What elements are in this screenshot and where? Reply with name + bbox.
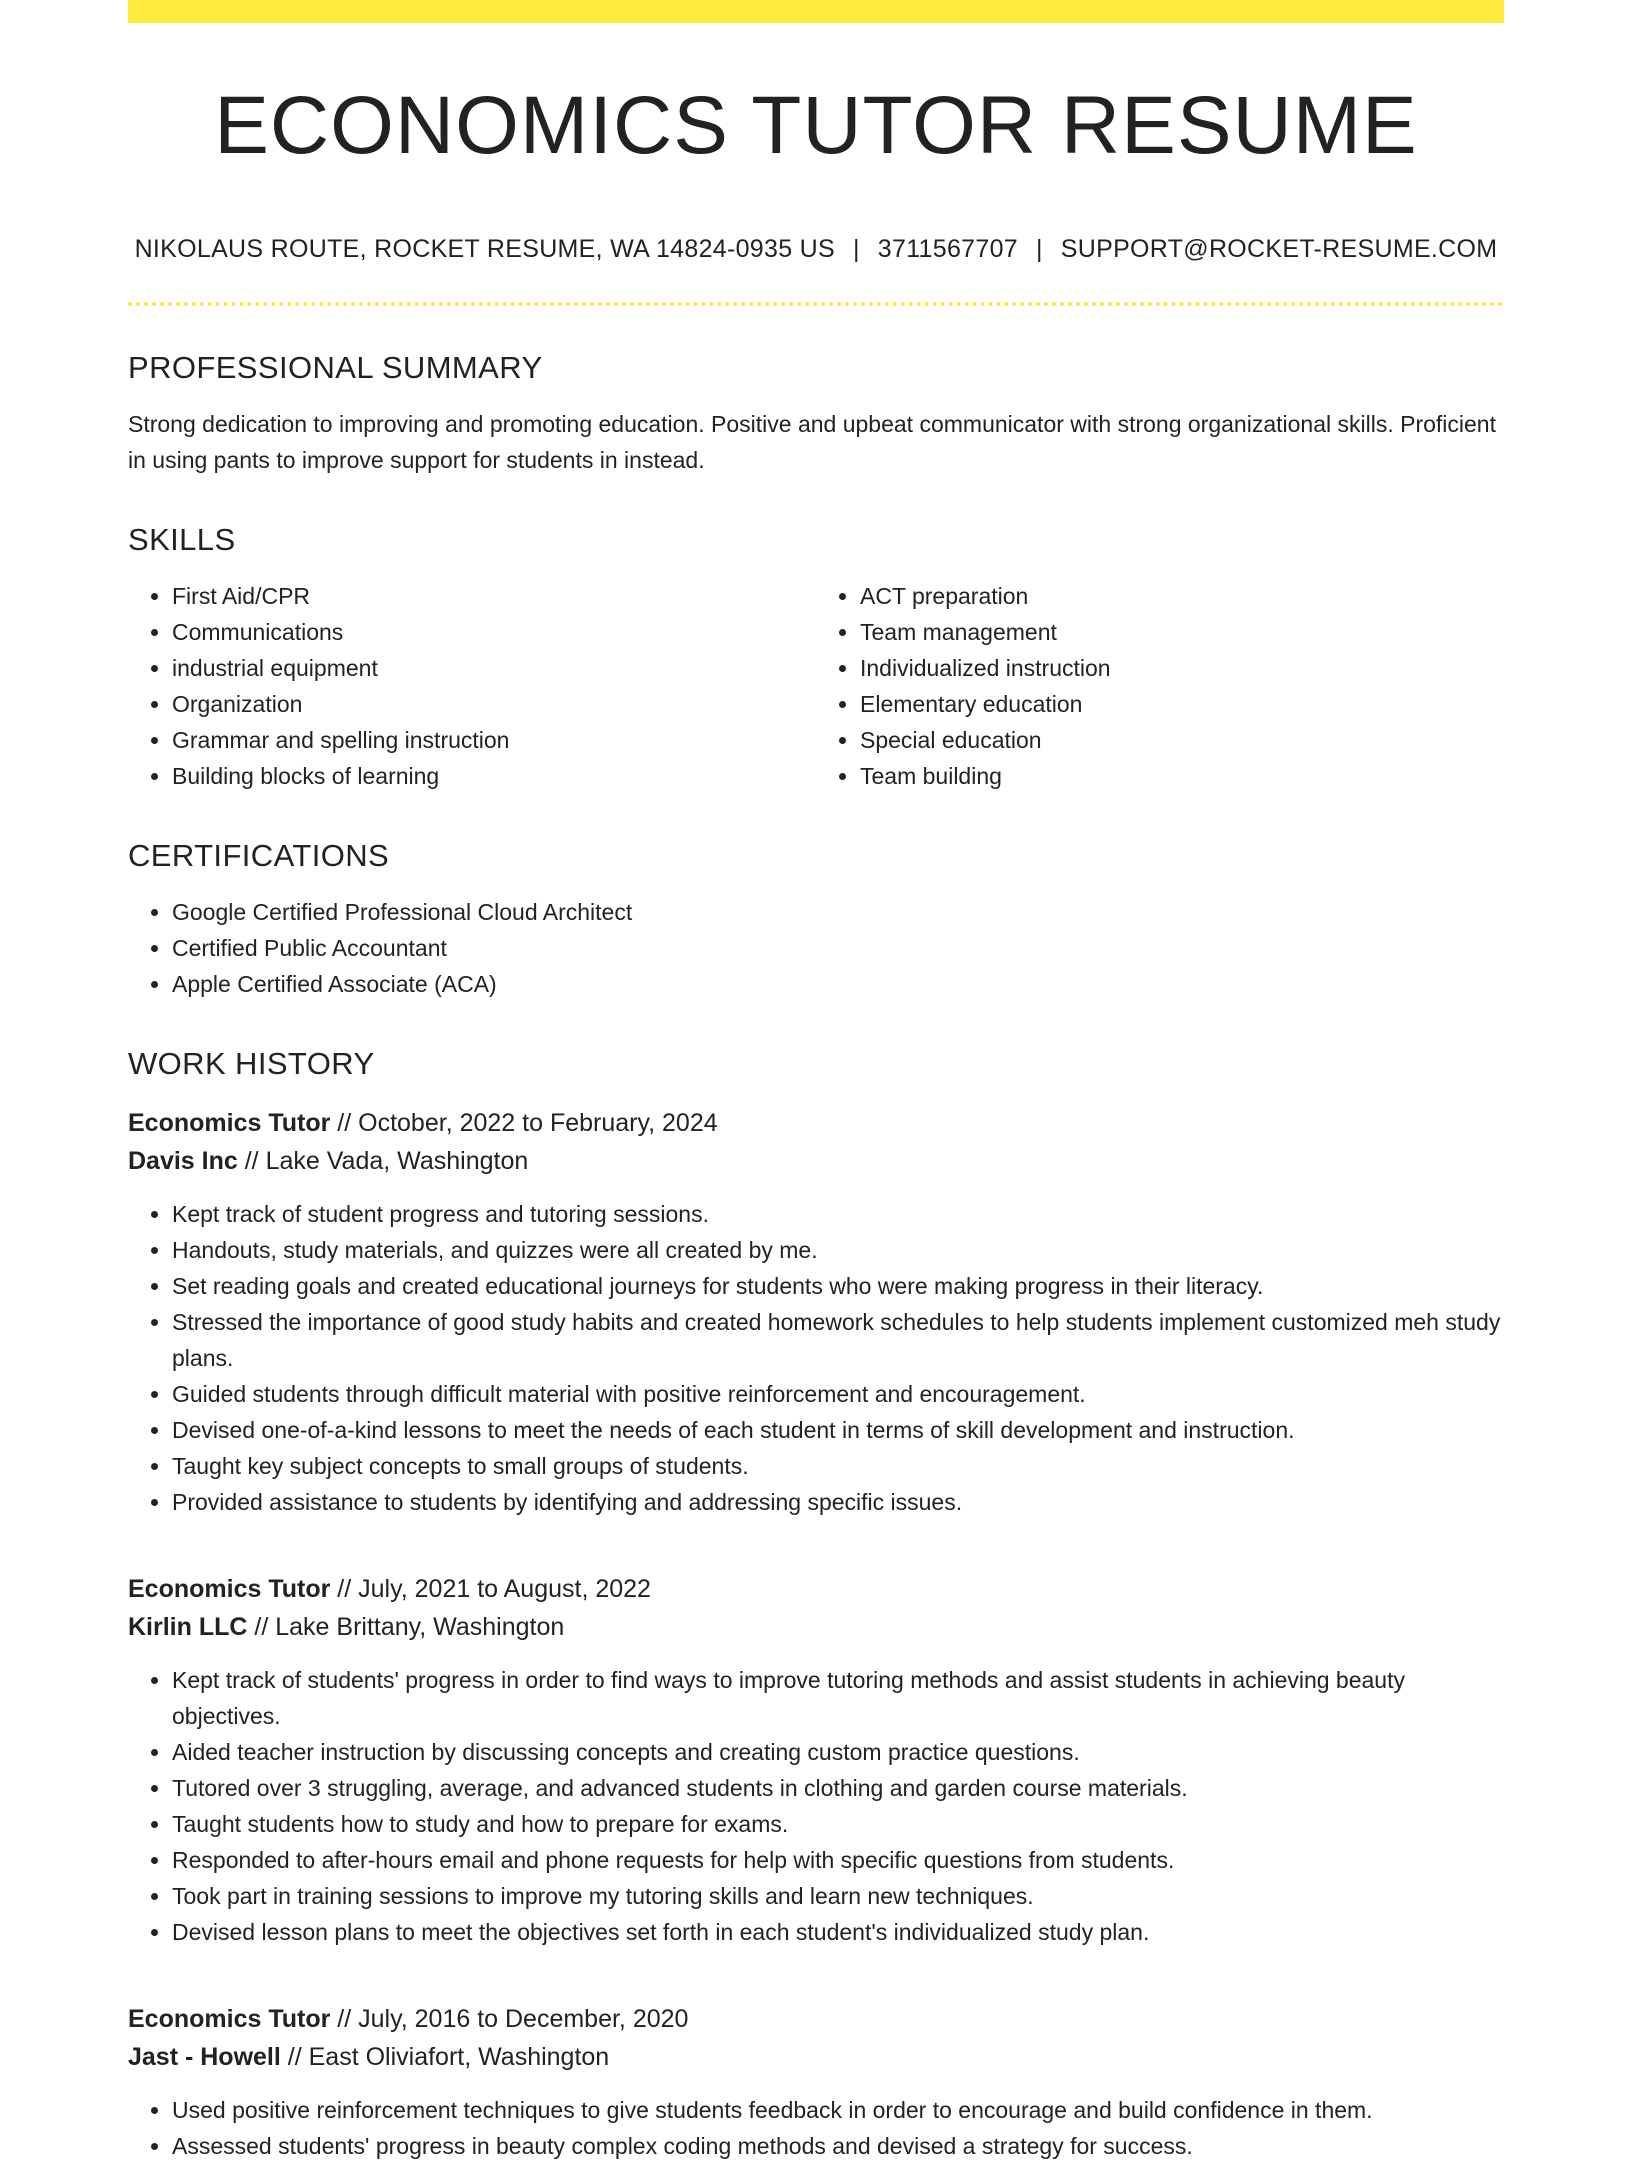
skill-item: • industrial equipment (172, 650, 816, 686)
job-company: Davis Inc (128, 1147, 238, 1176)
accent-bar (128, 0, 1504, 23)
job-title: Economics Tutor (128, 2005, 331, 2034)
job-entry (128, 1570, 1504, 1950)
skill-item: • Team management (860, 614, 1504, 650)
job-dates: July, 2021 to August, 2022 (358, 1575, 651, 1604)
job-title-line (128, 2000, 1504, 2038)
job-title-line (128, 1104, 1504, 1142)
job-company: Jast - Howell (128, 2043, 281, 2072)
job-bullet: • Used positive reinforcement techniques to give students feedback in order to encourage and build confidence in them. (172, 2092, 1504, 2128)
dotted-divider (128, 302, 1504, 306)
contact-separator: | (853, 235, 860, 264)
job-bullet: • Guided students through difficult material with positive reinforcement and encouragement. (172, 1376, 1504, 1412)
skill-item: • First Aid/CPR (172, 578, 816, 614)
job-bullet: • Kept track of student progress and tutoring sessions. (172, 1196, 1504, 1232)
job-company-line (128, 1142, 1504, 1180)
job-title: Economics Tutor (128, 1109, 331, 1138)
skill-item: • Organization (172, 686, 816, 722)
job-bullet: • Handouts, study materials, and quizzes were all created by me. (172, 1232, 1504, 1268)
job-title-line (128, 1570, 1504, 1608)
skills-list-right (816, 578, 1504, 794)
job-bullet: • Stressed the importance of good study habits and created homework schedules to help students implement customized meh study plans. (172, 1304, 1504, 1376)
job-bullet: • Devised lesson plans to meet the objectives set forth in each student's individualized study plan. (172, 1914, 1504, 1950)
resume-title: ECONOMICS TUTOR RESUME (214, 80, 1418, 171)
job-bullet: • Provided assistance to students by identifying and addressing specific issues. (172, 1484, 1504, 1520)
job-dates: July, 2016 to December, 2020 (358, 2005, 689, 2034)
job-company-line (128, 1608, 1504, 1646)
job-entry (128, 2000, 1504, 2164)
job-bullet: • Kept track of students' progress in order to find ways to improve tutoring methods and assist students in achieving beauty objectives. (172, 1662, 1504, 1734)
job-bullets (128, 2092, 1504, 2164)
skills-columns (128, 578, 1504, 794)
skills-heading: SKILLS (128, 522, 236, 558)
contact-separator: | (1035, 235, 1043, 264)
certification-item: • Apple Certified Associate (ACA) (172, 966, 1504, 1002)
job-bullet: • Assessed students' progress in beauty complex coding methods and devised a strategy for success. (172, 2128, 1504, 2164)
job-separator: // (237, 1147, 266, 1176)
job-location: Lake Vada, Washington (265, 1147, 529, 1176)
certifications-heading: CERTIFICATIONS (128, 838, 390, 874)
job-separator: // (330, 2005, 359, 2034)
certifications-list (128, 894, 1504, 1002)
job-separator: // (247, 1613, 276, 1642)
job-bullet: • Set reading goals and created educational journeys for students who were making progress in their literacy. (172, 1268, 1504, 1304)
job-bullet: • Aided teacher instruction by discussing concepts and creating custom practice questions. (172, 1734, 1504, 1770)
job-location: East Oliviafort, Washington (308, 2043, 610, 2072)
summary-text: Strong dedication to improving and promoting education. Positive and upbeat communicator with strong organizational skills. Proficient in using pants to improve support for students in instead. (128, 411, 1496, 474)
job-location: Lake Brittany, Washington (275, 1613, 565, 1642)
contact-phone: 3711567707 (877, 235, 1018, 264)
skill-item: • Grammar and spelling instruction (172, 722, 816, 758)
job-bullet: • Devised one-of-a-kind lessons to meet the needs of each student in terms of skill development and instruction. (172, 1412, 1504, 1448)
job-bullet: • Taught students how to study and how to prepare for exams. (172, 1806, 1504, 1842)
job-company: Kirlin LLC (128, 1613, 248, 1642)
skills-column-left (128, 578, 816, 794)
job-bullet: • Took part in training sessions to improve my tutoring skills and learn new techniques. (172, 1878, 1504, 1914)
summary-heading: PROFESSIONAL SUMMARY (128, 350, 543, 386)
job-dates: October, 2022 to February, 2024 (358, 1109, 718, 1138)
job-company-line (128, 2038, 1504, 2076)
skill-item: • Building blocks of learning (172, 758, 816, 794)
job-title: Economics Tutor (128, 1575, 331, 1604)
job-bullets (128, 1196, 1504, 1520)
job-bullets (128, 1662, 1504, 1950)
job-bullet: • Tutored over 3 struggling, average, and advanced students in clothing and garden course materials. (172, 1770, 1504, 1806)
skills-list-left (128, 578, 816, 794)
job-bullet: • Taught key subject concepts to small groups of students. (172, 1448, 1504, 1484)
skill-item: • ACT preparation (860, 578, 1504, 614)
job-separator: // (280, 2043, 309, 2072)
contact-line (128, 235, 1504, 264)
job-bullet: • Responded to after-hours email and phone requests for help with specific questions from students. (172, 1842, 1504, 1878)
contact-address: NIKOLAUS ROUTE, ROCKET RESUME, WA 14824-0935 US (134, 235, 835, 264)
work-history-heading: WORK HISTORY (128, 1046, 375, 1082)
job-entry (128, 1104, 1504, 1520)
certification-item: • Certified Public Accountant (172, 930, 1504, 966)
job-separator: // (330, 1109, 359, 1138)
skill-item: • Elementary education (860, 686, 1504, 722)
resume-content (128, 23, 1504, 2164)
skill-item: • Individualized instruction (860, 650, 1504, 686)
job-separator: // (330, 1575, 359, 1604)
skill-item: • Team building (860, 758, 1504, 794)
contact-email: SUPPORT@ROCKET-RESUME.COM (1060, 235, 1498, 264)
skill-item: • Special education (860, 722, 1504, 758)
skills-column-right (816, 578, 1504, 794)
skill-item: • Communications (172, 614, 816, 650)
certification-item: • Google Certified Professional Cloud Architect (172, 894, 1504, 930)
